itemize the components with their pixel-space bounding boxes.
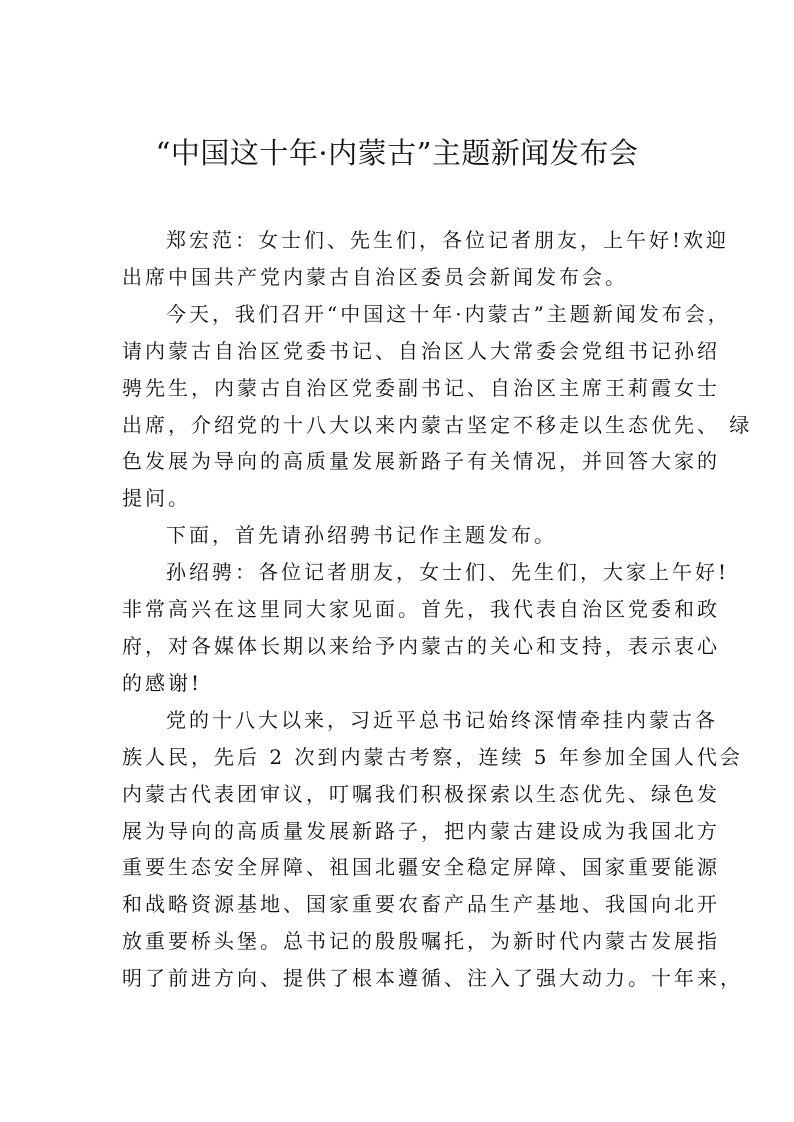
text-line: 骋先生，内蒙古自治区党委副书记、自治区主席王莉霞女士 (122, 375, 720, 400)
paragraph-opening-remarks (122, 222, 730, 296)
text-line: 提问。 (122, 486, 191, 511)
text-line: 和战略资源基地、国家重要农畜产品生产基地、我国向北开 (122, 892, 720, 917)
text-line: 非常高兴在这里同大家见面。首先，我代表自治区党委和政 (122, 597, 720, 622)
text-line: 内蒙古代表团审议，叮嘱我们积极探索以生态优先、绿色发 (122, 781, 720, 806)
text-line: 重要生态安全屏障、祖国北疆安全稳定屏障、国家重要能源 (122, 855, 720, 880)
document-title: “中国这十年·内蒙古”主题新闻发布会 (155, 136, 639, 170)
paragraph-main-report (122, 702, 743, 997)
text-line: 出席中国共产党内蒙古自治区委员会新闻发布会。 (122, 264, 628, 289)
text-line: 下面，首先请孙绍骋书记作主题发布。 (166, 523, 557, 548)
text-line: 色发展为导向的高质量发展新路子有关情况，并回答大家的 (122, 449, 720, 474)
text-line: 展为导向的高质量发展新路子，把内蒙古建设成为我国北方 (122, 818, 720, 843)
paragraph-introduction (122, 296, 753, 517)
text-line: 的感谢! (122, 670, 203, 695)
text-line: 请内蒙古自治区党委书记、自治区人大常委会党组书记孙绍 (122, 338, 720, 363)
text-line: 明了前进方向、提供了根本遵循、注入了强大动力。十年来， (122, 966, 743, 991)
document-body (122, 222, 753, 997)
text-line: 今天，我们召开“中国这十年·内蒙古”主题新闻发布会， (166, 301, 731, 326)
text-line: 党的十八大以来，习近平总书记始终深情牵挂内蒙古各 (166, 707, 718, 732)
text-line: 郑宏范：女士们、先生们，各位记者朋友，上午好!欢迎 (166, 228, 730, 252)
text-line: 府，对各媒体长期以来给予内蒙古的关心和支持，表示衷心 (122, 633, 720, 658)
text-line: 出席，介绍党的十八大以来内蒙古坚定不移走以生态优先、 绿 (122, 412, 753, 437)
text-line: 族人民，先后 2 次到内蒙古考察，连续 5 年参加全国人代会 (122, 744, 743, 769)
text-line: 孙绍骋：各位记者朋友，女士们、先生们，大家上午好! (166, 560, 730, 585)
paragraph-speaker-greeting (122, 554, 730, 702)
paragraph-transition (122, 517, 674, 554)
text-line: 放重要桥头堡。总书记的殷殷嘱托，为新时代内蒙古发展指 (122, 929, 720, 954)
